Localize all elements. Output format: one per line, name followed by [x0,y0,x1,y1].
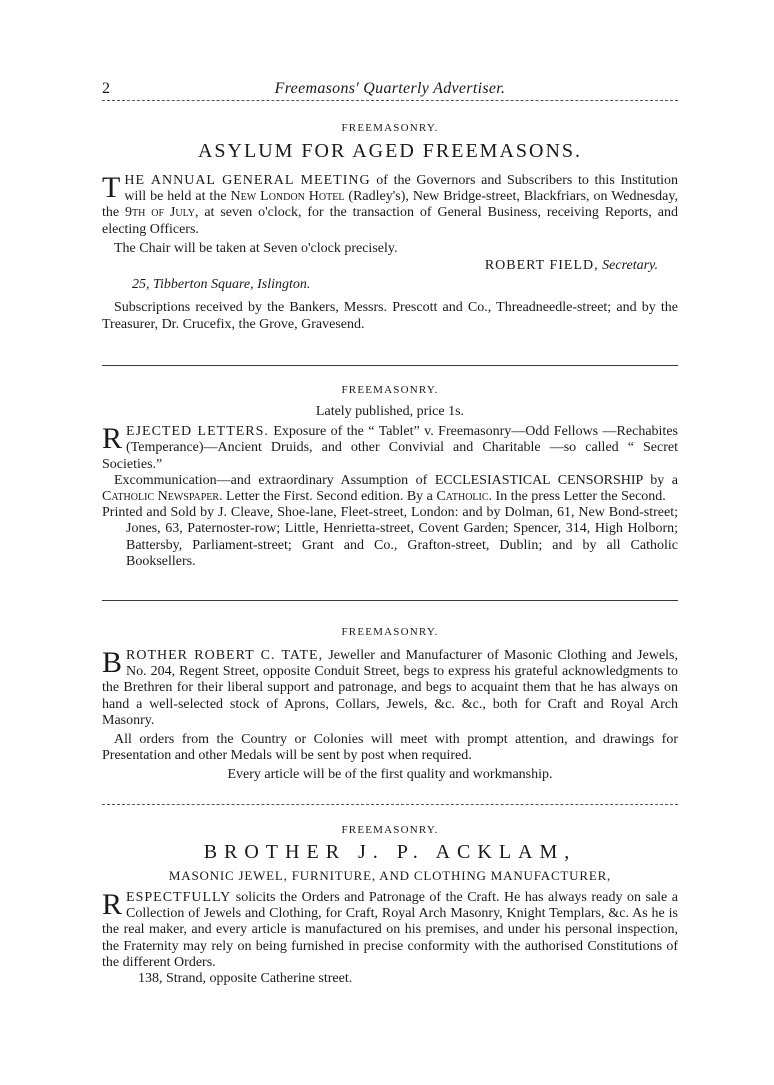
author-name: Catholic [436,489,489,505]
ad-paragraph [102,473,678,505]
running-header [102,80,678,100]
signatory-role: Secretary. [602,258,658,274]
advertisement-asylum [102,122,678,333]
header-rule [102,100,678,101]
ad-body [102,890,678,971]
ad-subtitle: MASONIC JEWEL, FURNITURE, AND CLOTHING MANUFACTURER, [168,868,612,883]
ad-subtitle: Lately published, price 1s. [315,404,465,419]
subscriptions-note: Subscriptions received by the Bankers, Messrs. Prescott and Co., Threadneedle-street; and by the Treasurer, Dr. Crucefix, the Grove, Gravesend. [102,300,678,332]
hotel-name: New London Hotel [230,189,345,205]
drop-cap: R [102,888,123,921]
lead-text: ROTHER ROBERT C. TATE, [126,648,324,663]
ad-body [102,173,678,238]
signature [102,258,678,274]
body-text: , at seven o'clock, for the transaction of General Business, receiving Reports, and electing Officers. [102,205,678,237]
advertisement-rejected-letters [102,384,678,570]
printed-by: Printed and Sold by J. Cleave, Shoe-lane, Fleet-street, London: and by Dolman, 61, New Bond-street; Jones, 63, Paternoster-row; Little, Henrietta-street, Covent Garden; Spencer, 314, High Holborn; Battersby, Parliament-street; Grant and Co., Grafton-street, Dublin; and by all Catholic Booksellers. [102,505,678,569]
advertisement-tate [102,626,678,784]
section-rule [102,365,678,366]
quality-note: Every article will be of the first quality and workmanship. [227,767,553,783]
lead-text: EJECTED LETTERS. [126,424,269,440]
drop-cap: R [102,422,123,456]
meeting-date: 9th of July [125,205,195,221]
lead-text: ESPECTFULLY [126,890,232,905]
body-text: solicits the Orders and Patronage of the Craft. He has always ready on sale a Collection of Jewels and Clothing, for Craft, Royal Arch Masonry, Knight Templars, &c. As he is the real maker, and every article is manufactured on his premises, and under his personal inspection, the Fraternity may rely on being furnished in precise conformity with the authorised Constitutions of the different Orders. [102,890,678,970]
body-text: . In the press Letter the Second. [488,489,666,505]
ad-title: ASYLUM FOR AGED FREEMASONS. [197,140,583,162]
section-kicker: FREEMASONRY. [341,824,439,836]
section-kicker: FREEMASONRY. [341,626,439,638]
ad-body [102,648,678,729]
section-kicker: FREEMASONRY. [341,384,439,396]
body-text: Jeweller and Manufacturer of Masonic Clothing and Jewels, No. 204, Regent Street, opposite Conduit Street, begs to express his grateful acknowledgments to the Brethren for their liberal support and patronage, and begs to acquaint them that he has always on hand a well-selected stock of Aprons, Collars, Jewels, &c. &c., both for Craft and Royal Arch Masonry. [102,648,679,728]
ad-body [102,424,678,473]
body-text: Excommunication—and extraordinary Assumption of ECCLESIASTICAL CENSORSHIP by a [114,472,678,488]
ad-title: BROTHER J. P. ACKLAM, [203,841,577,863]
page-number: 2 [102,80,110,97]
section-kicker: FREEMASONRY. [341,122,439,134]
running-title: Freemasons' Quarterly Advertiser. [274,80,506,97]
lead-text: HE ANNUAL GENERAL MEETING [124,173,371,188]
advertisement-acklam [102,824,678,987]
newspaper-name: Catholic Newspaper [102,489,220,505]
body-text: of the Governors and Subscribers to this Institution will be held at the [124,173,678,205]
body-text: . Letter the First. Second edition. By a [219,489,437,505]
drop-cap: T [102,171,121,204]
chair-note: The Chair will be taken at Seven o'clock precisely. [114,240,398,256]
section-rule [102,804,678,805]
section-rule [102,600,678,601]
orders-note: All orders from the Country or Colonies will meet with prompt attention, and drawings for Presentation and other Medals will be sent by post when required. [102,732,678,764]
address: 25, Tibberton Square, Islington. [132,277,311,293]
body-text: (Radley's), New Bridge-street, Blackfriars, on Wednesday, the [102,189,678,221]
drop-cap: B [102,646,123,679]
address: 138, Strand, opposite Catherine street. [138,971,353,987]
signatory-name: ROBERT FIELD, [484,258,599,274]
body-text: Exposure of the “ Tablet” v. Freemasonry—Odd Fellows —Rechabites (Temperance)—Ancient Druids, and other Convivial and Charitable —so called “ Secret Societies.” [102,424,678,472]
